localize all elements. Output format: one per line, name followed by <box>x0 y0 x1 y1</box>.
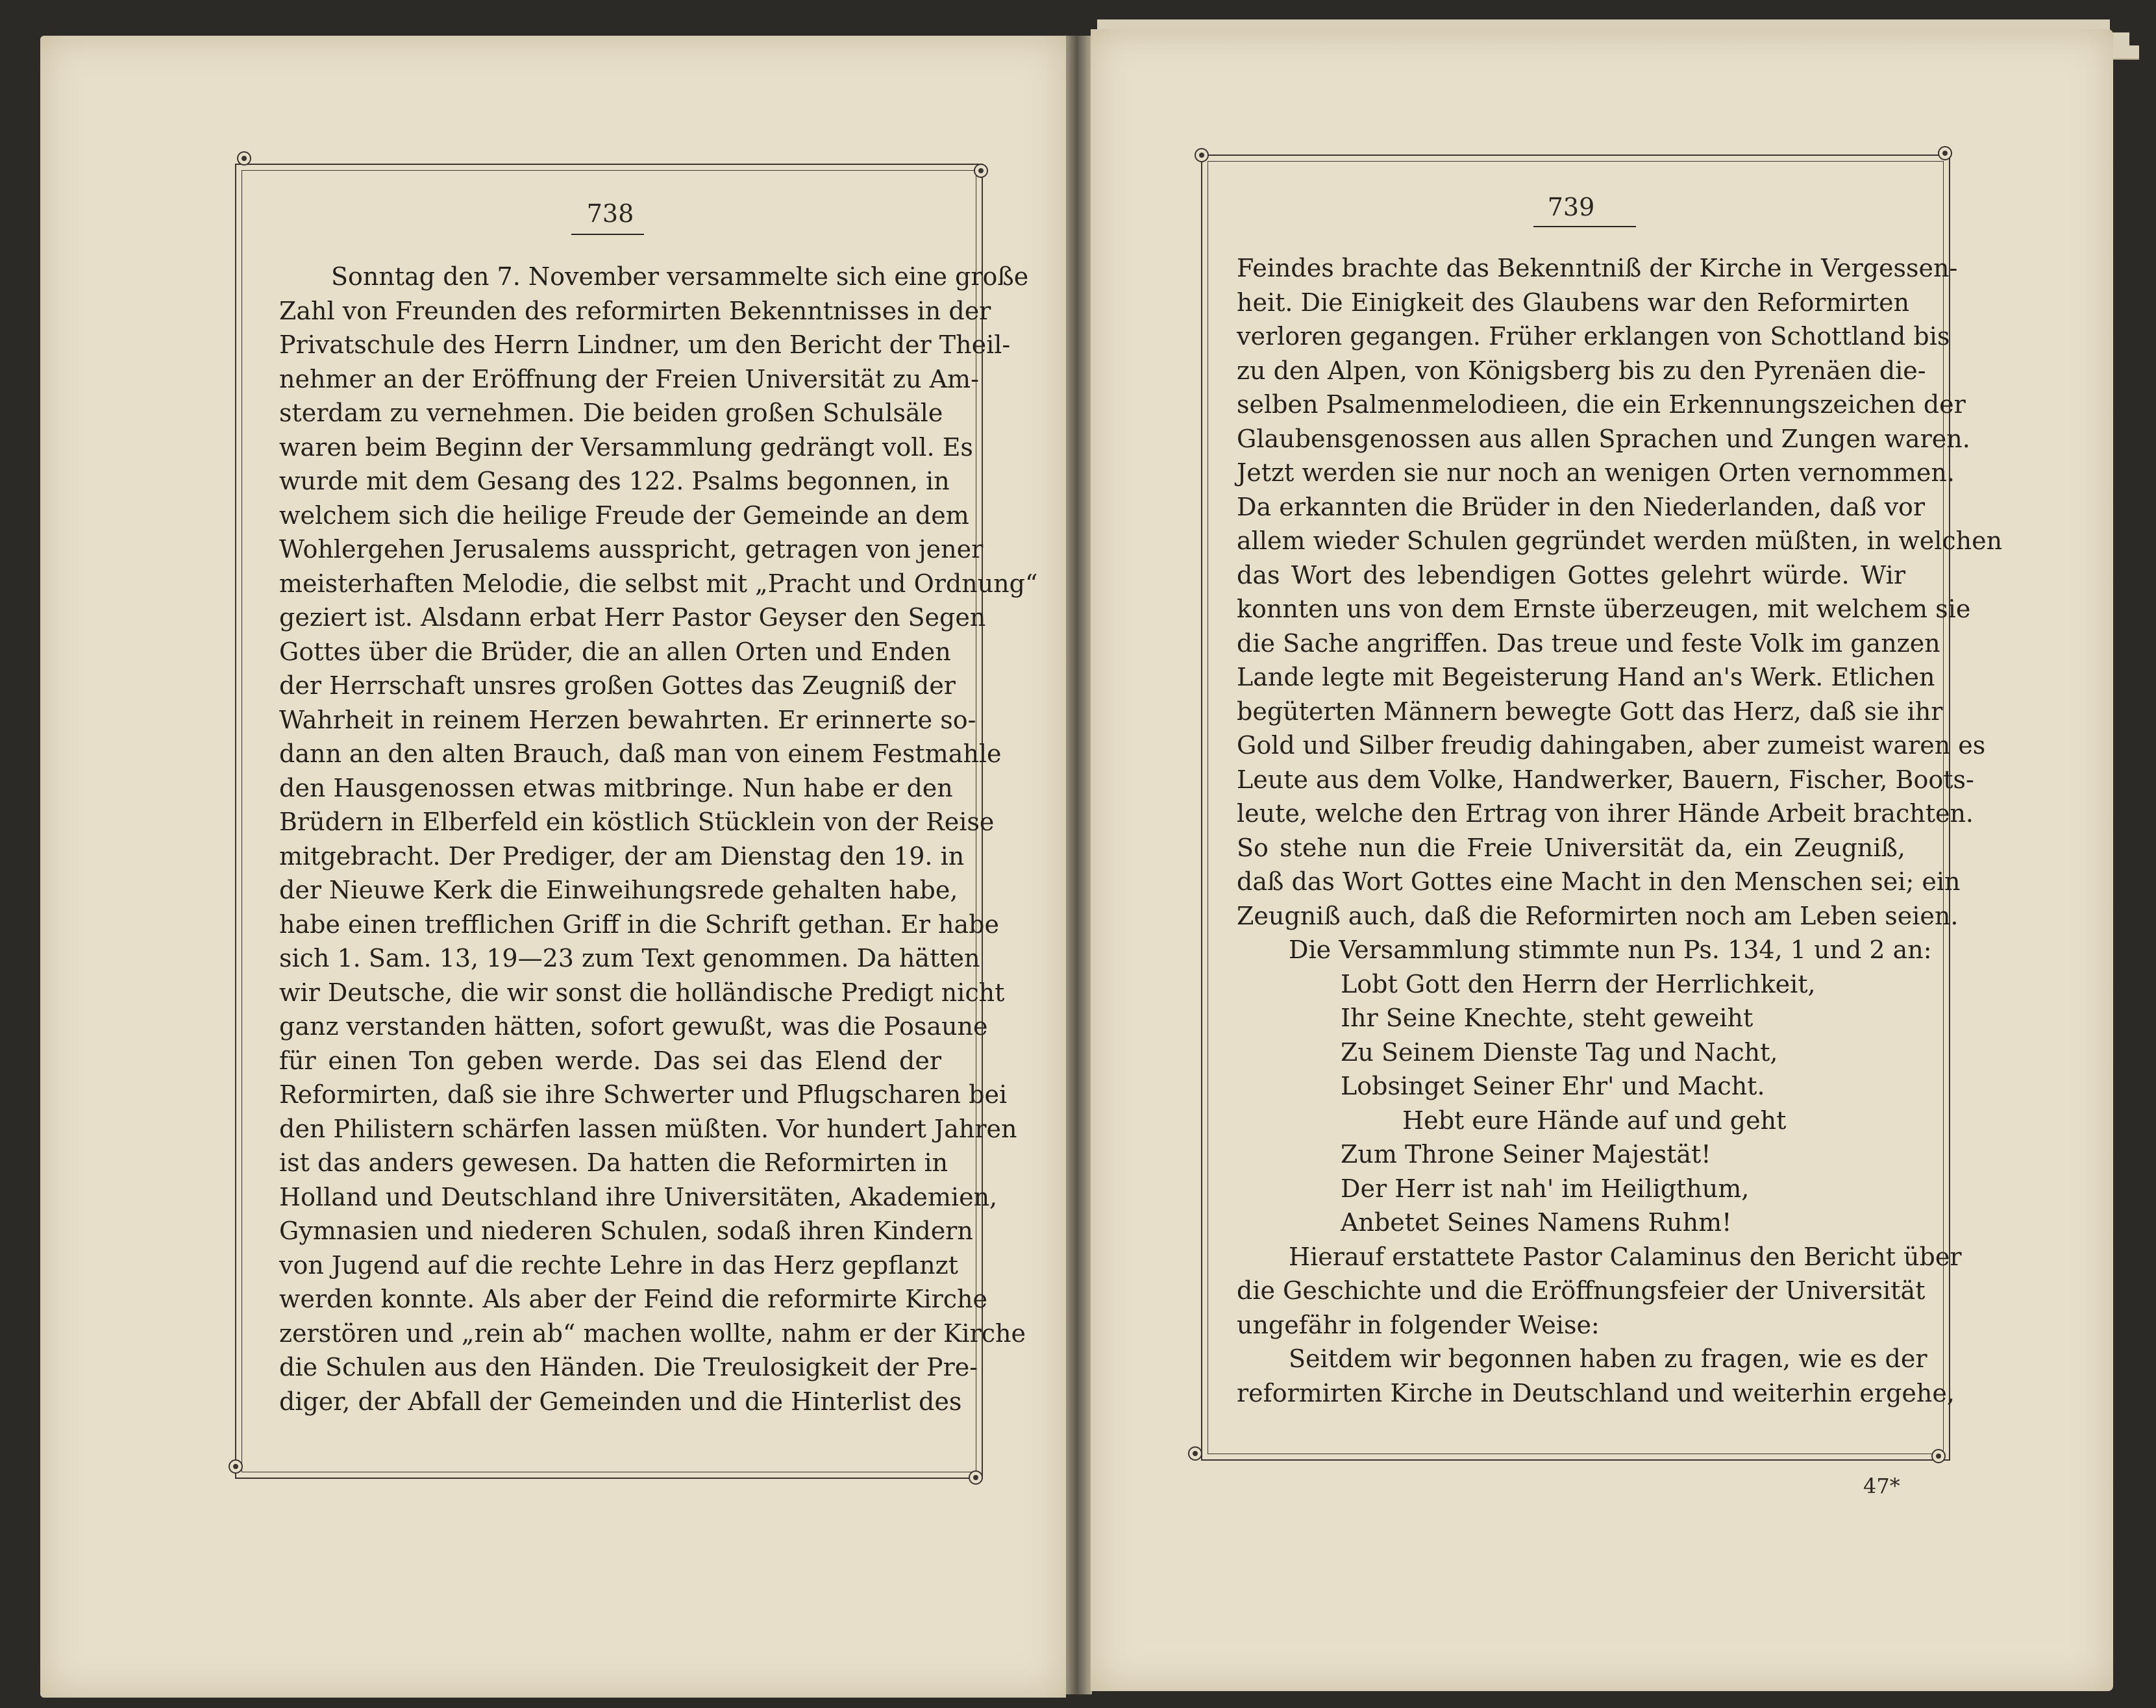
text-line: sich 1. Sam. 13, 19—23 zum Text genommen. Da hätten <box>279 944 980 972</box>
text-line: die Geschichte und die Eröffnungsfeier der Universität <box>1237 1276 1926 1305</box>
verse-line: Ihr Seine Knechte, steht geweiht <box>1341 1004 1753 1032</box>
text-line: Jetzt werden sie nur noch an wenigen Orten vernommen. <box>1237 458 1955 487</box>
text-line: die Schulen aus den Händen. Die Treulosigkeit der Pre- <box>279 1353 978 1381</box>
book-gutter <box>1065 36 1092 1694</box>
text-line: Glaubensgenossen aus allen Sprachen und Zungen waren. <box>1237 424 1970 453</box>
corner-ornament-icon <box>1931 1449 1946 1463</box>
text-line: ungefähr in folgender Weise: <box>1237 1310 1600 1339</box>
corner-ornament-icon <box>969 1470 983 1485</box>
text-line: Feindes brachte das Bekenntniß der Kirche in Vergessen- <box>1237 254 1958 282</box>
text-line: von Jugend auf die rechte Lehre in das Herz gepflanzt <box>279 1250 958 1280</box>
text-line: Gottes über die Brüder, die an allen Orten und Enden <box>279 637 951 666</box>
corner-ornament-icon <box>237 151 251 166</box>
verse-line: Hebt eure Hände auf und geht <box>1402 1106 1787 1135</box>
text-line: waren beim Beginn der Versammlung gedrängt voll. Es <box>279 432 973 462</box>
text-line: geziert ist. Alsdann erbat Herr Pastor Geyser den Segen <box>279 603 986 632</box>
text-line: für einen Ton geben werde. Das sei das Elend der <box>279 1046 941 1075</box>
text-line: Lande legte mit Begeisterung Hand an's Werk. Etlichen <box>1237 663 1935 691</box>
verse-line: Zum Throne Seiner Majestät! <box>1341 1140 1711 1169</box>
text-line: meisterhaften Melodie, die selbst mit „Pracht und Ordnung“ <box>279 569 1038 598</box>
verse-line: Der Herr ist nah' im Heiligthum, <box>1341 1174 1750 1203</box>
text-line: der Nieuwe Kerk die Einweihungsrede gehalten habe, <box>279 876 958 904</box>
text-line: werden konnte. Als aber der Feind die reformirte Kirche <box>279 1285 988 1313</box>
text-line: ganz verstanden hätten, sofort gewußt, was die Posaune <box>279 1012 988 1041</box>
verse-line: Anbetet Seines Namens Ruhm! <box>1341 1208 1732 1237</box>
verse-line: Lobsinget Seiner Ehr' und Macht. <box>1341 1072 1765 1100</box>
text-line: Wohlergehen Jerusalems ausspricht, getragen von jener <box>279 535 984 563</box>
text-line: welchem sich die heilige Freude der Gemeinde an dem <box>279 501 969 530</box>
text-line: heit. Die Einigkeit des Glaubens war den Reformirten <box>1237 288 1910 317</box>
text-line: Holland und Deutschland ihre Universitäten, Akademien, <box>279 1182 998 1211</box>
text-line: nehmer an der Eröffnung der Freien Universität zu Am- <box>279 364 979 393</box>
text-line: zerstören und „rein ab“ machen wollte, nahm er der Kirche <box>279 1318 1026 1348</box>
text-line: begüterten Männern bewegte Gott das Herz, daß sie ihr <box>1237 697 1943 726</box>
corner-ornament-icon <box>974 164 988 178</box>
text-line: wir Deutsche, die wir sonst die holländische Predigt nicht <box>279 978 1005 1007</box>
text-line: daß das Wort Gottes eine Macht in den Menschen sei; ein <box>1237 867 1961 896</box>
text-line: zu den Alpen, von Königsberg bis zu den Pyrenäen die- <box>1237 356 1926 385</box>
page-number-rule <box>571 234 644 235</box>
text-line: konnten uns von dem Ernste überzeugen, mit welchem sie <box>1237 595 1971 623</box>
signature-mark: 47* <box>1863 1474 1900 1498</box>
corner-ornament-icon <box>1188 1446 1202 1461</box>
text-line: leute, welche den Ertrag von ihrer Hände Arbeit brachten. <box>1237 799 1974 828</box>
text-line: So stehe nun die Freie Universität da, ein Zeugniß, <box>1237 833 1905 862</box>
text-line: diger, der Abfall der Gemeinden und die Hinterlist des <box>279 1387 962 1416</box>
text-line: Hierauf erstattete Pastor Calaminus den Bericht über <box>1289 1242 1962 1271</box>
text-line: Zahl von Freunden des reformirten Bekenntnisses in der <box>279 296 991 325</box>
text-line: Privatschule des Herrn Lindner, um den Bericht der Theil- <box>279 330 1011 359</box>
text-line: Gymnasien und niederen Schulen, sodaß ihren Kindern <box>279 1217 973 1245</box>
text-line: der Herrschaft unsres großen Gottes das Zeugniß der <box>279 671 956 700</box>
corner-ornament-icon <box>229 1459 243 1474</box>
text-line: Reformirten, daß sie ihre Schwerter und Pflugscharen bei <box>279 1080 1008 1109</box>
text-line: das Wort des lebendigen Gottes gelehrt würde. Wir <box>1237 560 1905 589</box>
verse-line: Lobt Gott den Herrn der Herrlichkeit, <box>1341 969 1816 998</box>
text-line: mitgebracht. Der Prediger, der am Dienstag den 19. in <box>279 841 965 871</box>
text-line: allem wieder Schulen gegründet werden müßten, in welchen <box>1237 526 2003 555</box>
corner-ornament-icon <box>1938 146 1952 160</box>
right-page-text <box>1237 251 2003 1410</box>
verse-line: Zu Seinem Dienste Tag und Nacht, <box>1341 1037 1778 1067</box>
left-page-text <box>279 260 1038 1418</box>
text-line: Seitdem wir begonnen haben zu fragen, wie es der <box>1289 1344 1927 1373</box>
text-line: reformirten Kirche in Deutschland und weiterhin ergehe, <box>1237 1378 1955 1407</box>
text-line: Gold und Silber freudig dahingaben, aber zumeist waren es <box>1237 731 1986 760</box>
text-line: sterdam zu vernehmen. Die beiden großen Schulsäle <box>279 399 943 427</box>
text-line: Zeugniß auch, daß die Reformirten noch am Leben seien. <box>1237 901 1959 930</box>
text-line: den Hausgenossen etwas mitbringe. Nun habe er den <box>279 773 953 802</box>
text-line: dann an den alten Brauch, daß man von einem Festmahle <box>279 739 1002 768</box>
text-line: die Sache angriffen. Das treue und feste Volk im ganzen <box>1237 628 1940 658</box>
right-page-number: 739 <box>1547 193 1595 221</box>
text-line: den Philistern schärfen lassen müßten. Vor hundert Jahren <box>279 1114 1017 1143</box>
left-page-number: 738 <box>586 199 634 228</box>
text-line: Leute aus dem Volke, Handwerker, Bauern, Fischer, Boots- <box>1237 765 1974 794</box>
page-number-rule <box>1533 226 1636 227</box>
text-line: wurde mit dem Gesang des 122. Psalms begonnen, in <box>279 467 950 495</box>
text-line: habe einen trefflichen Griff in die Schrift gethan. Er habe <box>279 910 999 939</box>
text-line: Sonntag den 7. November versammelte sich eine große <box>331 262 1029 291</box>
text-line: verloren gegangen. Früher erklangen von Schottland bis <box>1237 322 1950 351</box>
text-line: Wahrheit in reinem Herzen bewahrten. Er erinnerte so- <box>279 705 976 734</box>
text-line: selben Psalmenmelodieen, die ein Erkennungszeichen der <box>1237 390 1966 419</box>
text-line: ist das anders gewesen. Da hatten die Reformirten in <box>279 1148 948 1177</box>
corner-ornament-icon <box>1195 148 1209 162</box>
text-line: Da erkannten die Brüder in den Niederlanden, daß vor <box>1237 492 1926 521</box>
text-line: Brüdern in Elberfeld ein köstlich Stücklein von der Reise <box>279 808 995 836</box>
text-line: Die Versammlung stimmte nun Ps. 134, 1 und 2 an: <box>1289 935 1932 964</box>
